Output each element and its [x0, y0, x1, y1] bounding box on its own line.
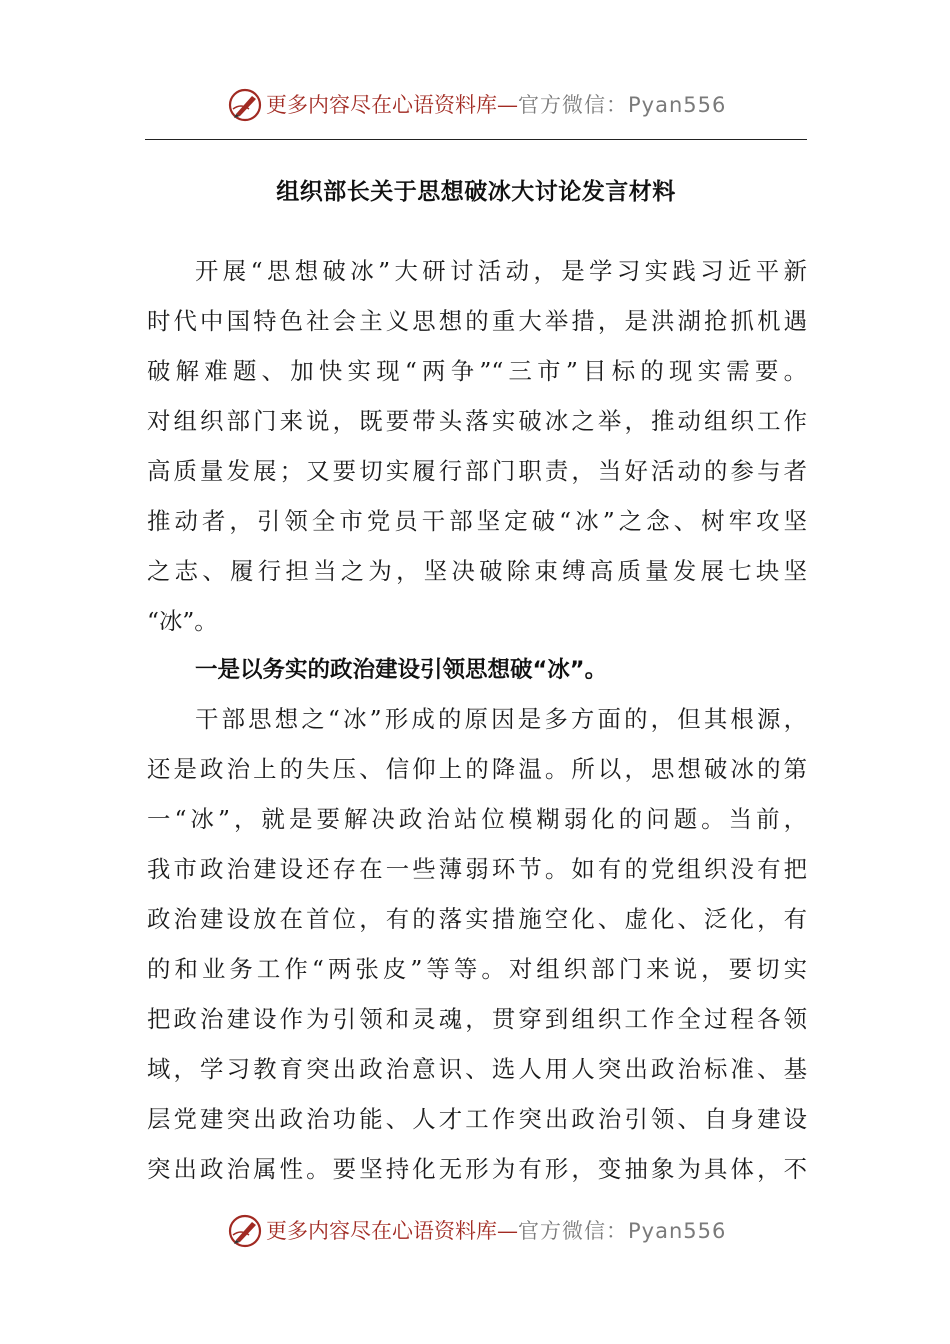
- banner-main-text: 更多内容尽在心语资料库: [266, 93, 497, 117]
- paragraph-line: 一“冰”，就是要解决政治站位模糊弱化的问题。当前，: [147, 805, 807, 833]
- header-divider: [145, 139, 807, 140]
- pen-circle-logo-icon: [227, 1213, 263, 1249]
- document-title: 组织部长关于思想破冰大讨论发言材料: [276, 179, 676, 205]
- banner-dash: —: [497, 1219, 518, 1243]
- pen-circle-logo-icon: [227, 87, 263, 123]
- paragraph-line: 域，学习教育突出政治意识、选人用人突出政治标准、基: [147, 1055, 807, 1083]
- header-banner: [0, 80, 950, 130]
- banner-wechat-text: 官方微信：Pyan556: [518, 1219, 727, 1243]
- paragraph-line: 还是政治上的失压、信仰上的降温。所以，思想破冰的第: [147, 755, 807, 783]
- footer-banner-text: [266, 1216, 726, 1246]
- paragraph-line: 干部思想之“冰”形成的原因是多方面的，但其根源，: [195, 705, 807, 733]
- paragraph-line: 推动者，引领全市党员干部坚定破“冰”之念、树牢攻坚: [147, 507, 807, 535]
- paragraph-line: 层党建突出政治功能、人才工作突出政治引领、自身建设: [147, 1105, 807, 1133]
- footer-banner: [0, 1206, 950, 1256]
- banner-main-text: 更多内容尽在心语资料库: [266, 1219, 497, 1243]
- paragraph-line: 对组织部门来说，既要带头落实破冰之举，推动组织工作: [147, 407, 807, 435]
- paragraph-line: 时代中国特色社会主义思想的重大举措，是洪湖抢抓机遇: [147, 307, 807, 335]
- banner-dash: —: [497, 93, 518, 117]
- paragraph-line: 我市政治建设还存在一些薄弱环节。如有的党组织没有把: [147, 855, 807, 883]
- paragraph-line: 开展“思想破冰”大研讨活动，是学习实践习近平新: [195, 257, 807, 285]
- paragraph-line: 政治建设放在首位，有的落实措施空化、虚化、泛化，有: [147, 905, 807, 933]
- header-banner-text: [266, 90, 726, 120]
- paragraph-line: 高质量发展；又要切实履行部门职责，当好活动的参与者: [147, 457, 807, 485]
- paragraph-line: 之志、履行担当之为，坚决破除束缚高质量发展七块坚: [147, 557, 807, 585]
- paragraph-line: 突出政治属性。要坚持化无形为有形，变抽象为具体，不: [147, 1155, 807, 1183]
- paragraph-line: 的和业务工作“两张皮”等等。对组织部门来说，要切实: [147, 955, 807, 983]
- paragraph-line: 把政治建设作为引领和灵魂，贯穿到组织工作全过程各领: [147, 1005, 807, 1033]
- section-heading: 一是以务实的政治建设引领思想破“冰”。: [195, 657, 608, 683]
- banner-wechat-text: 官方微信：Pyan556: [518, 93, 727, 117]
- paragraph-line: 破解难题、加快实现“两争”“三市”目标的现实需要。: [147, 357, 807, 385]
- paragraph-line: “冰”。: [147, 607, 218, 635]
